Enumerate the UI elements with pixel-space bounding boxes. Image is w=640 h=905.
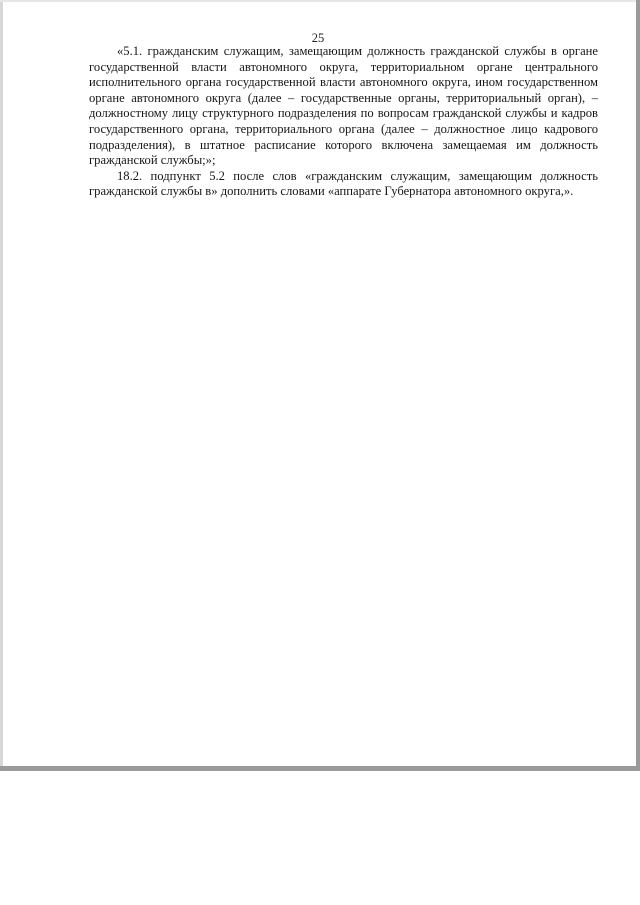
page-number: 25 [311, 31, 325, 45]
document-body [89, 44, 598, 200]
paragraph-18-2: 18.2. подпункт 5.2 после слов «гражданским служащим, замещающим должность гражданской службы в» дополнить словами «аппарате Губернатора автономного округа,». [89, 168, 598, 199]
scan-left-edge [0, 0, 3, 766]
paragraph-5-1: «5.1. гражданским служащим, замещающим должность гражданской службы в органе государственной власти автономного округа, территориальном органе центрального исполнительного органа государственной власти автономного округа, ином государственном органе автономного округа (далее – государственные органы, территориальный орган), – должностному лицу структурного подразделения по вопросам гражданской службы и кадров государственного органа, территориального органа (далее – должностное лицо кадрового подразделения), в штатное расписание которого включена замещаемая им должность гражданской службы;»; [89, 44, 598, 168]
scan-top-edge [0, 0, 636, 2]
